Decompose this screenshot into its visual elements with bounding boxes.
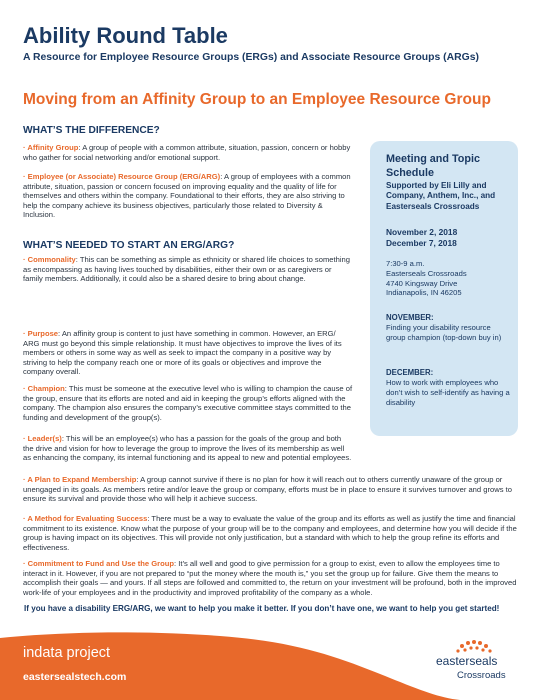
closing-statement: If you have a disability ERG/ARG, we want to help you make it better. If you don’t have one, we want to help you get started!	[24, 604, 500, 613]
item-term: A Plan to Expand Membership	[27, 475, 137, 484]
page-subtitle: A Resource for Employee Resource Groups (ERGs) and Associate Resource Groups (ARGs)	[23, 52, 479, 63]
item-text: : A group of people with a common attribute, situation, passion, concern or hobby who gather for social networking and/or emotional support.	[23, 143, 351, 162]
bullet: ·	[23, 329, 28, 338]
item-text: : A group cannot survive if there is no plan for how it will reach out to others currently unaware of the group or unengaged in its goals. As members retire and/or leave the group or company, efforts must be in place to ensure it survives turnover and grows to ensure its survival and provide those who will help it achieve success.	[23, 475, 512, 504]
list-item	[23, 329, 353, 377]
item-text: : An affinity group is content to just have something in common. However, an ERG/ ARG must go beyond this simple relationship. It must have objectives to improve the lives of its members or others in some way as well as seek to impact the company in a positive way by striving to help the company reach one or more of its goals or objectives and improve the company overall.	[23, 329, 342, 377]
date-2: December 7, 2018	[386, 238, 457, 248]
december-topic: How to work with employees who don’t wish to self-identify as having a disability	[386, 378, 510, 407]
item-text: : This can be something as simple as ethnicity or shared life choices to something as encompassing as having lives touched by disabilities, either their own or as caregivers or family members. Additionally, it could also be a shared desire to bring about change.	[23, 255, 350, 284]
venue-name: Easterseals Crossroads	[386, 268, 467, 278]
schedule-sponsors: Supported by Eli Lilly and Company, Anthem, Inc., and Easterseals Crossroads	[386, 181, 496, 211]
bullet: ·	[23, 559, 28, 568]
november-heading: NOVEMBER:	[386, 313, 434, 322]
item-text: : A group of employees with a common attribute, situation, passion or concern focused on improving equality and the quality of life for themselves and others within the company. Foundational to their efforts, they are also striving to help the company achieve its business objectives, particularly those related to Diversity & Inclusion.	[23, 172, 351, 220]
item-term: Commonality	[27, 255, 76, 264]
item-text: : It’s all well and good to give permission for a group to exist, even to allow the employees time to interact in it. However, if you are not prepared to “put the money where the mouth is,” you set the group up for failure. Give them the means to accomplish their goals — and yours. If all steps are followed and committed to, the return on your investment will be profound, both in the improved work-life of your employees and in the productivity and improved profitability of the company as a whole.	[23, 559, 517, 597]
bullet: ·	[23, 255, 28, 264]
bullet: ·	[23, 384, 28, 393]
item-text: : This will be an employee(s) who has a passion for the goals of the group and both the drive and vision for how to leverage the group to improve the lives of its membership as well as enhancing the company, its internal functioning and its appeal to new and potential employees.	[23, 434, 352, 463]
item-term: A Method for Evaluating Success	[27, 514, 148, 523]
bullet: ·	[23, 172, 28, 181]
headline: Moving from an Affinity Group to an Employee Resource Group	[23, 91, 491, 108]
needed-heading: WHAT’S NEEDED TO START AN ERG/ARG?	[23, 240, 235, 251]
item-term: Affinity Group	[27, 143, 79, 152]
list-item	[23, 559, 521, 597]
venue-street: 4740 Kingsway Drive	[386, 278, 458, 288]
bullet: ·	[23, 475, 28, 484]
schedule-venue	[386, 259, 511, 298]
list-item	[23, 255, 353, 284]
schedule-dates	[386, 227, 511, 249]
list-item	[23, 172, 353, 220]
bullet: ·	[23, 143, 28, 152]
time: 7:30-9 a.m.	[386, 259, 425, 268]
page-title: Ability Round Table	[23, 23, 228, 48]
item-text: : There must be a way to evaluate the value of the group and its efforts as well as justify the time and financial commitment to its existence. Know what the purpose of your group will be to the company and employees, and determine how you will decide if the group is having impact on its objectives. This will provide not only justification, but a standard with which to help the group refine its efforts and effectiveness.	[23, 514, 517, 552]
date-1: November 2, 2018	[386, 227, 458, 237]
november-topic: Finding your disability resource group champion (top-down buy in)	[386, 323, 502, 342]
difference-heading: WHAT’S THE DIFFERENCE?	[23, 125, 160, 136]
footer-brand: indata project	[23, 645, 111, 661]
logo-wordmark: easterseals	[436, 654, 498, 668]
logo-subtitle: Crossroads	[457, 670, 506, 681]
december-heading: DECEMBER:	[386, 368, 434, 377]
schedule-title: Meeting and Topic Schedule	[386, 153, 480, 179]
item-text: : This must be someone at the executive level who is willing to champion the cause of the group, ensure that its efforts are noted and aid in keeping the group’s efforts aligned with the company. The champion also ensures the company’s executive committee stays committed to the funding and development of the group(s).	[23, 384, 353, 422]
list-item	[23, 434, 353, 463]
footer-url[interactable]: eastersealstech.com	[23, 671, 127, 683]
item-term: Leader(s)	[27, 434, 62, 443]
list-item	[23, 384, 353, 422]
item-term: Commitment to Fund and Use the Group	[27, 559, 175, 568]
bullet: ·	[23, 434, 28, 443]
item-term: Employee (or Associate) Resource Group (ERG/ARG)	[27, 172, 221, 181]
bullet: ·	[23, 514, 28, 523]
list-item	[23, 143, 353, 162]
venue-city: Indianapolis, IN 46205	[386, 288, 462, 298]
list-item	[23, 475, 521, 504]
list-item	[23, 514, 521, 552]
item-term: Champion	[27, 384, 65, 393]
item-term: Purpose	[27, 329, 59, 338]
